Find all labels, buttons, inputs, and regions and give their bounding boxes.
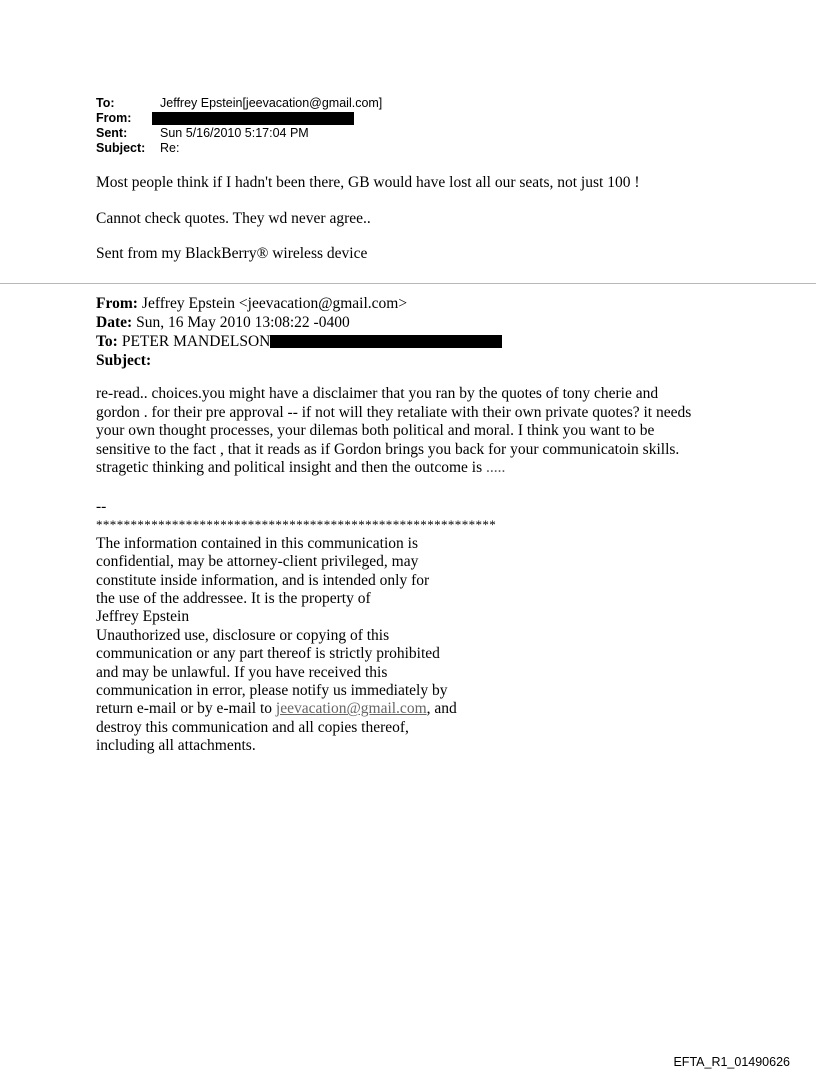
disclaimer-line: Unauthorized use, disclosure or copying of this xyxy=(96,626,390,644)
email-link[interactable]: jeevacation@gmail.com xyxy=(275,700,427,718)
to-value: Jeffrey Epstein[jeevacation@gmail.com] xyxy=(160,96,383,110)
return-prefix: return e-mail or by e-mail to xyxy=(96,700,276,718)
document-id: EFTA_R1_01490626 xyxy=(673,1055,790,1069)
reply-line-2: Cannot check quotes. They wd never agree.. xyxy=(96,210,371,227)
reply-line-1: Most people think if I hadn't been there, GB would have lost all our seats, not just 100 ! xyxy=(96,174,640,191)
signature-dashes: -- xyxy=(96,498,107,515)
forwarded-date-row xyxy=(96,313,502,332)
body-line: sensitive to the fact , that it reads as if Gordon brings you back for your communicatoin skills. xyxy=(96,440,680,458)
forwarded-date-value: Sun, 16 May 2010 13:08:22 -0400 xyxy=(136,314,350,331)
disclaimer-line: including all attachments. xyxy=(96,737,256,755)
message-body xyxy=(96,385,736,478)
forwarded-to-label: To: xyxy=(96,333,118,350)
disclaimer-line: Jeffrey Epstein xyxy=(96,608,190,626)
forwarded-from-label: From: xyxy=(96,295,138,312)
forwarded-to-row xyxy=(96,332,502,351)
body-line-last xyxy=(96,459,736,478)
disclaimer-line: the use of the addressee. It is the property of xyxy=(96,589,371,607)
body-line-text: stragetic thinking and political insight and then the outcome is xyxy=(96,459,487,477)
disclaimer-line: communication or any part thereof is strictly prohibited xyxy=(96,645,440,663)
from-label: From: xyxy=(96,111,132,125)
separator-line xyxy=(0,283,816,284)
disclaimer-line: constitute inside information, and is intended only for xyxy=(96,571,430,589)
disclaimer-line: destroy this communication and all copies thereof, xyxy=(96,718,409,736)
return-suffix: , and xyxy=(426,700,457,718)
forwarded-subject-label: Subject: xyxy=(96,352,152,369)
subject-value: Re: xyxy=(160,141,180,155)
disclaimer xyxy=(96,498,496,755)
disclaimer-line: and may be unlawful. If you have received this xyxy=(96,663,388,681)
email-header xyxy=(96,96,382,156)
redaction-bar xyxy=(270,335,502,348)
header-to-row xyxy=(96,96,382,111)
forwarded-from-value: Jeffrey Epstein <jeevacation@gmail.com> xyxy=(141,295,408,312)
to-label: To: xyxy=(96,96,115,110)
redaction-bar xyxy=(152,112,354,125)
sent-label: Sent: xyxy=(96,126,128,140)
body-line: your own thought processes, your dilemas both political and moral. I think you want to be xyxy=(96,422,655,440)
disclaimer-line: confidential, may be attorney-client privileged, may xyxy=(96,553,419,571)
body-line: gordon . for their pre approval -- if not will they retaliate with their own private quotes? it needs xyxy=(96,403,692,421)
disclaimer-return-line xyxy=(96,700,496,718)
disclaimer-line: communication in error, please notify us immediately by xyxy=(96,681,448,699)
reply-line-3: Sent from my BlackBerry® wireless device xyxy=(96,245,368,262)
forwarded-subject-row xyxy=(96,351,502,370)
forwarded-to-value: PETER MANDELSON xyxy=(121,333,271,350)
disclaimer-line: The information contained in this communication is xyxy=(96,534,418,552)
signature-stars: ********************************************************** xyxy=(96,517,497,533)
forwarded-date-label: Date: xyxy=(96,314,133,331)
header-from-row xyxy=(96,111,382,126)
header-sent-row xyxy=(96,126,382,141)
body-ellipsis: ..... xyxy=(486,459,506,477)
subject-label: Subject: xyxy=(96,141,146,155)
body-line: re-read.. choices.you might have a disclaimer that you ran by the quotes of tony cherie and xyxy=(96,385,659,402)
forwarded-header xyxy=(96,294,502,370)
header-subject-row xyxy=(96,141,382,156)
forwarded-from-row xyxy=(96,294,502,313)
sent-value: Sun 5/16/2010 5:17:04 PM xyxy=(160,126,309,140)
